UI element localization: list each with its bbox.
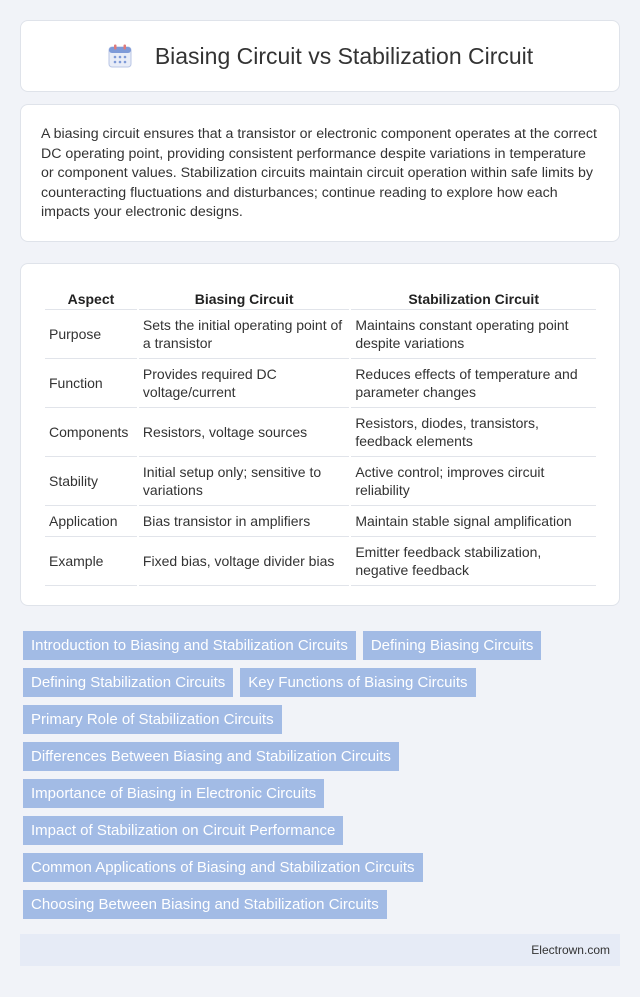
table-row (45, 506, 596, 537)
tag-differences[interactable]: Differences Between Biasing and Stabilization Circuits (23, 742, 399, 771)
page-title: Biasing Circuit vs Stabilization Circuit (154, 42, 534, 69)
page-footer (20, 934, 620, 966)
tag-importance-biasing[interactable]: Importance of Biasing in Electronic Circuits (23, 779, 324, 808)
comparison-table (43, 282, 598, 586)
table-cell: Components (45, 408, 137, 457)
table-cell: Example (45, 537, 137, 586)
table-cell: Sets the initial operating point of a transistor (139, 310, 349, 359)
table-row (45, 408, 596, 457)
table-cell: Maintains constant operating point despite variations (351, 310, 596, 359)
table-cell: Provides required DC voltage/current (139, 359, 349, 408)
table-cell: Initial setup only; sensitive to variations (139, 457, 349, 506)
page-header (20, 20, 620, 92)
table-row (45, 310, 596, 359)
table-cell: Fixed bias, voltage divider bias (139, 537, 349, 586)
column-header-biasing: Biasing Circuit (139, 282, 349, 310)
comparison-table-card (20, 263, 620, 606)
table-cell: Purpose (45, 310, 137, 359)
table-cell: Emitter feedback stabilization, negative feedback (351, 537, 596, 586)
table-header-row (45, 282, 596, 310)
intro-text: A biasing circuit ensures that a transistor or electronic component operates at the correct DC operating point, providing consistent performance despite variations in temperature or component values. Stabilization circuits maintain circuit operation within safe limits by counteracting fluctuations and disturbances; continue reading to explore how each impacts your electronic designs. (41, 126, 597, 220)
calendar-icon (107, 43, 133, 69)
tag-common-applications[interactable]: Common Applications of Biasing and Stabilization Circuits (23, 853, 423, 882)
table-row (45, 537, 596, 586)
table-cell: Reduces effects of temperature and parameter changes (351, 359, 596, 408)
column-header-stabilization: Stabilization Circuit (351, 282, 596, 310)
tag-primary-role-stabilization[interactable]: Primary Role of Stabilization Circuits (23, 705, 282, 734)
table-cell: Resistors, diodes, transistors, feedback elements (351, 408, 596, 457)
table-cell: Maintain stable signal amplification (351, 506, 596, 537)
footer-site-name: Electrown.com (531, 943, 610, 957)
table-row (45, 359, 596, 408)
table-cell: Stability (45, 457, 137, 506)
tag-choosing-between[interactable]: Choosing Between Biasing and Stabilization Circuits (23, 890, 387, 919)
tag-defining-biasing[interactable]: Defining Biasing Circuits (363, 631, 542, 660)
table-cell: Bias transistor in amplifiers (139, 506, 349, 537)
table-cell: Function (45, 359, 137, 408)
table-cell: Active control; improves circuit reliability (351, 457, 596, 506)
table-row (45, 457, 596, 506)
table-cell: Application (45, 506, 137, 537)
tag-impact-stabilization[interactable]: Impact of Stabilization on Circuit Performance (23, 816, 343, 845)
intro-section (20, 104, 620, 242)
tag-defining-stabilization[interactable]: Defining Stabilization Circuits (23, 668, 233, 697)
column-header-aspect: Aspect (45, 282, 137, 310)
tag-key-functions-biasing[interactable]: Key Functions of Biasing Circuits (240, 668, 475, 697)
topic-tags (23, 631, 623, 927)
tag-introduction[interactable]: Introduction to Biasing and Stabilization Circuits (23, 631, 356, 660)
table-cell: Resistors, voltage sources (139, 408, 349, 457)
